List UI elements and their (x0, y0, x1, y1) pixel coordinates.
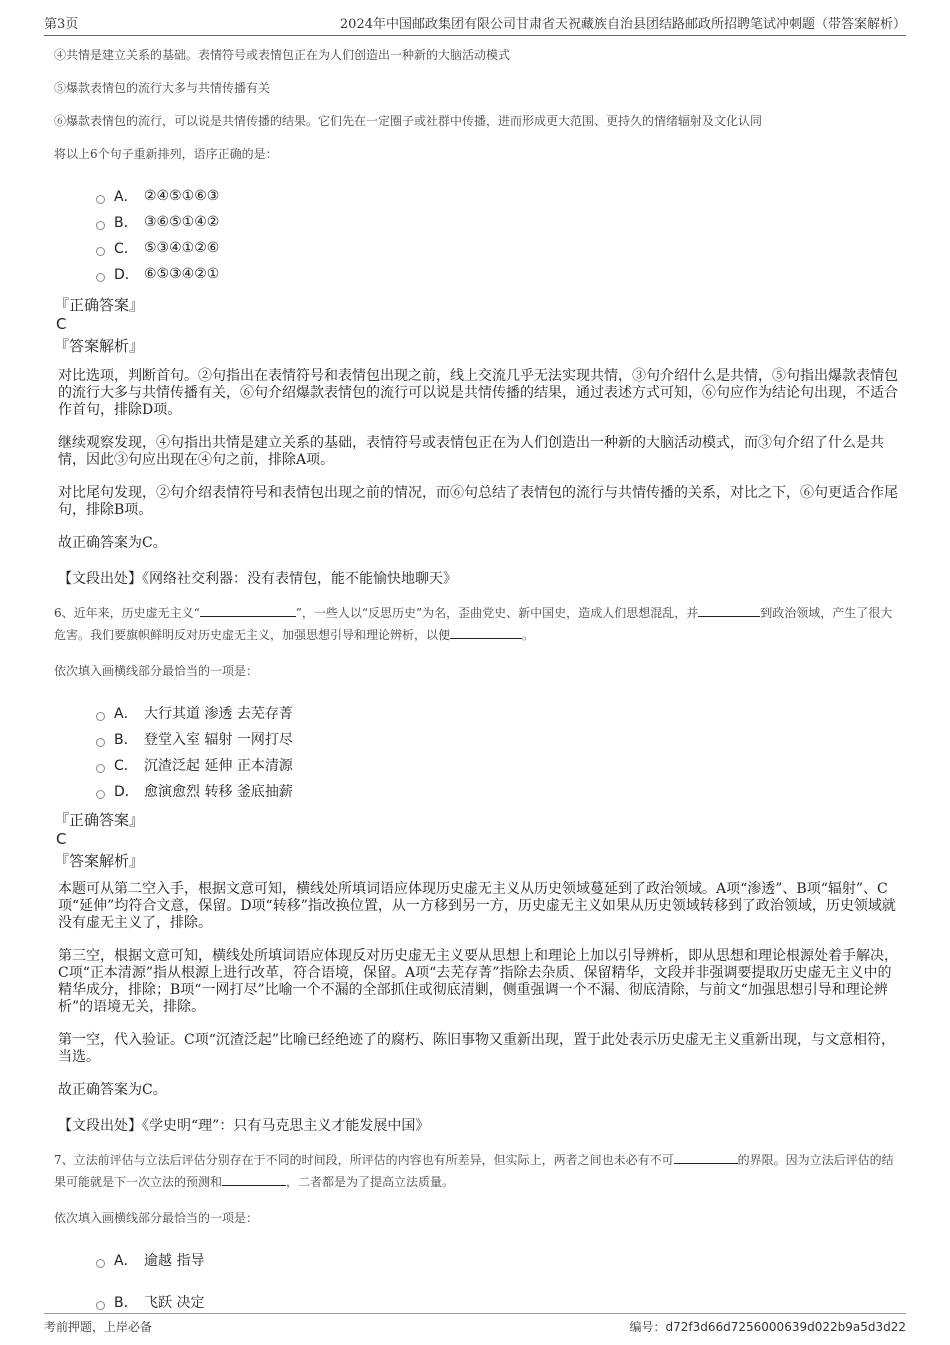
fill-blank (222, 1173, 286, 1186)
options-list (96, 183, 904, 287)
option-b[interactable] (96, 209, 904, 235)
question-stem (54, 1149, 904, 1193)
option-text: 愈演愈烈 转移 釜底抽薪 (144, 784, 293, 800)
radio-icon[interactable] (96, 1301, 105, 1310)
radio-icon[interactable] (96, 712, 105, 721)
stem-text: 。 (522, 628, 535, 642)
page-content (54, 44, 904, 1315)
option-text: 大行其道 渗透 去芜存菁 (144, 706, 293, 722)
option-letter: D． (114, 267, 139, 283)
analysis-paragraph: 故正确答案为C。 (58, 535, 167, 551)
analysis-text (58, 368, 904, 552)
document-title: 2024年中国邮政集团有限公司甘肃省天祝藏族自治县团结路邮政所招聘笔试冲刺题（带答案解析） (339, 17, 906, 32)
footer-slogan: 考前押题，上岸必备 (44, 1320, 153, 1334)
code-value: d72f3d66d7256000639d022b9a5d3d22 (665, 1320, 906, 1334)
answer-label: 『正确答案』 (54, 296, 145, 314)
radio-icon[interactable] (96, 764, 105, 773)
radio-icon[interactable] (96, 221, 105, 230)
analysis-label: 『答案解析』 (54, 337, 145, 355)
option-d[interactable] (96, 778, 904, 804)
analysis-paragraph: 本题可从第二空入手，根据文意可知，横线处所填词语应体现历史虚无主义从历史领域蔓延到了政治领域。A项“渗透”、B项“辐射”、C项“延伸”均符合文意，保留。D项“转移”指改换位置，从一方移到另一方，历史虚无主义如果从历史领域转移到了政治领域，历史领域就没有虚无主义了，排除。 (58, 881, 896, 931)
option-a[interactable] (96, 700, 904, 726)
page-footer (44, 1313, 906, 1335)
question-stem (54, 602, 904, 646)
document-code (629, 1318, 906, 1335)
option-letter: B． (114, 1295, 138, 1311)
fill-blank (674, 1151, 738, 1164)
source-citation: 【文段出处】《网络社交利器：没有表情包，能不能愉快地聊天》 (58, 571, 457, 587)
option-text: ⑤③④①②⑥ (144, 240, 220, 256)
radio-icon[interactable] (96, 1259, 105, 1268)
analysis-label: 『答案解析』 (54, 852, 145, 870)
option-text: 逾越 指导 (144, 1253, 205, 1269)
option-a[interactable] (96, 183, 904, 209)
answer-block (54, 295, 904, 356)
option-letter: D． (114, 784, 139, 800)
analysis-text (58, 881, 904, 1099)
stem-text: 到政治领域，产生了很大危害。我们要旗帜鲜明反对历史虚无主义，加强思想引导和理论辨析，以便 (54, 606, 893, 642)
question-5 (54, 44, 904, 588)
analysis-paragraph: 对比尾句发现，②句介绍表情符号和表情包出现之前的情况，而⑥句总结了表情包的流行与共情传播的关系，对比之下，⑥句更适合作尾句，排除B项。 (58, 485, 898, 518)
radio-icon[interactable] (96, 273, 105, 282)
answer-block (54, 810, 904, 871)
option-c[interactable] (96, 235, 904, 261)
page-header (44, 13, 906, 36)
analysis-paragraph: 故正确答案为C。 (58, 1082, 167, 1098)
stem-text: ”，一些人以“反思历史”为名，歪曲党史、新中国史，造成人们思想混乱，并 (295, 606, 699, 620)
options-list (96, 1247, 904, 1315)
option-text: ⑥⑤③④②① (144, 266, 220, 282)
fill-blank (200, 604, 296, 617)
option-d[interactable] (96, 261, 904, 287)
radio-icon[interactable] (96, 790, 105, 799)
option-letter: A． (114, 1253, 138, 1269)
stem-text: 的界限。因为立法后评估的结果可能就是下一次立法的预测和 (54, 1153, 894, 1189)
option-c[interactable] (96, 752, 904, 778)
stem-text: ，二者都是为了提高立法质量。 (286, 1175, 455, 1189)
option-b[interactable] (96, 1289, 904, 1315)
page-number: 第3页 (44, 17, 79, 32)
options-list (96, 700, 904, 804)
analysis-paragraph: 继续观察发现，④句指出共情是建立关系的基础，表情符号或表情包正在为人们创造出一种新的大脑活动模式，而③句介绍了什么是共情，因此③句应出现在④句之前，排除A项。 (58, 435, 884, 468)
option-text: ②④⑤①⑥③ (144, 188, 220, 204)
option-letter: C． (114, 241, 138, 257)
option-a[interactable] (96, 1247, 904, 1273)
option-b[interactable] (96, 726, 904, 752)
code-label: 编号： (629, 1320, 666, 1334)
option-letter: B． (114, 215, 138, 231)
stem-text: 7、立法前评估与立法后评估分别存在于不同的时间段，所评估的内容也有所差异，但实际上，两者之间也未必有不可 (54, 1153, 674, 1167)
answer-value: C (56, 315, 67, 333)
radio-icon[interactable] (96, 195, 105, 204)
question-instruction: 依次填入画横线部分最恰当的一项是： (54, 1211, 259, 1225)
radio-icon[interactable] (96, 738, 105, 747)
question-instruction: 将以上6个句子重新排列，语序正确的是： (54, 147, 278, 161)
question-instruction: 依次填入画横线部分最恰当的一项是： (54, 664, 259, 678)
answer-label: 『正确答案』 (54, 811, 145, 829)
option-text: 飞跃 决定 (144, 1295, 205, 1311)
statement-4: ④共情是建立关系的基础。表情符号或表情包正在为人们创造出一种新的大脑活动模式 (54, 48, 511, 62)
option-text: 登堂入室 辐射 一网打尽 (144, 732, 293, 748)
source-citation: 【文段出处】《学史明“理”：只有马克思主义才能发展中国》 (58, 1118, 430, 1134)
option-text: 沉渣泛起 延伸 正本清源 (144, 758, 293, 774)
analysis-paragraph: 第三空，根据文意可知，横线处所填词语应体现反对历史虚无主义要从思想上和理论上加以引导辨析，即从思想和理论根源处着手解决，C项“正本清源”指从根源上进行改革，符合语境，保留。A项“去芜存菁”指除去杂质、保留精华，文段并非强调要提取历史虚无主义中的精华成分，排除；B项“一网打尽”比喻一个不漏的全部抓住或彻底清剿，侧重强调一个不漏、彻底清除，与前文“加强思想引导和理论辨析”的语境无关，排除。 (58, 948, 898, 1015)
answer-value: C (56, 830, 67, 848)
stem-text: 6、近年来，历史虚无主义“ (54, 606, 200, 620)
option-letter: C． (114, 758, 138, 774)
option-letter: A． (114, 706, 138, 722)
radio-icon[interactable] (96, 247, 105, 256)
fill-blank (698, 604, 760, 617)
statement-6: ⑥爆款表情包的流行，可以说是共情传播的结果。它们先在一定圈子或社群中传播，进而形成更大范围、更持久的情绪辐射及文化认同 (54, 114, 763, 128)
question-6 (54, 602, 904, 1135)
option-letter: B． (114, 732, 138, 748)
option-text: ③⑥⑤①④② (144, 214, 220, 230)
statement-5: ⑤爆款表情包的流行大多与共情传播有关 (54, 81, 271, 95)
analysis-paragraph: 第一空，代入验证。C项“沉渣泛起”比喻已经绝迹了的腐朽、陈旧事物又重新出现，置于此处表示历史虚无主义重新出现，与文意相符，当选。 (58, 1032, 896, 1065)
question-7 (54, 1149, 904, 1315)
option-letter: A． (114, 189, 138, 205)
analysis-paragraph: 对比选项，判断首句。②句指出在表情符号和表情包出现之前，线上交流几乎无法实现共情，③句介绍什么是共情，⑤句指出爆款表情包的流行大多与共情传播有关，⑥句介绍爆款表情包的流行可以说是共情传播的结果，通过表述方式可知，⑥句应作为结论句出现，不适合作首句，排除D项。 (58, 368, 898, 418)
fill-blank (450, 626, 522, 639)
